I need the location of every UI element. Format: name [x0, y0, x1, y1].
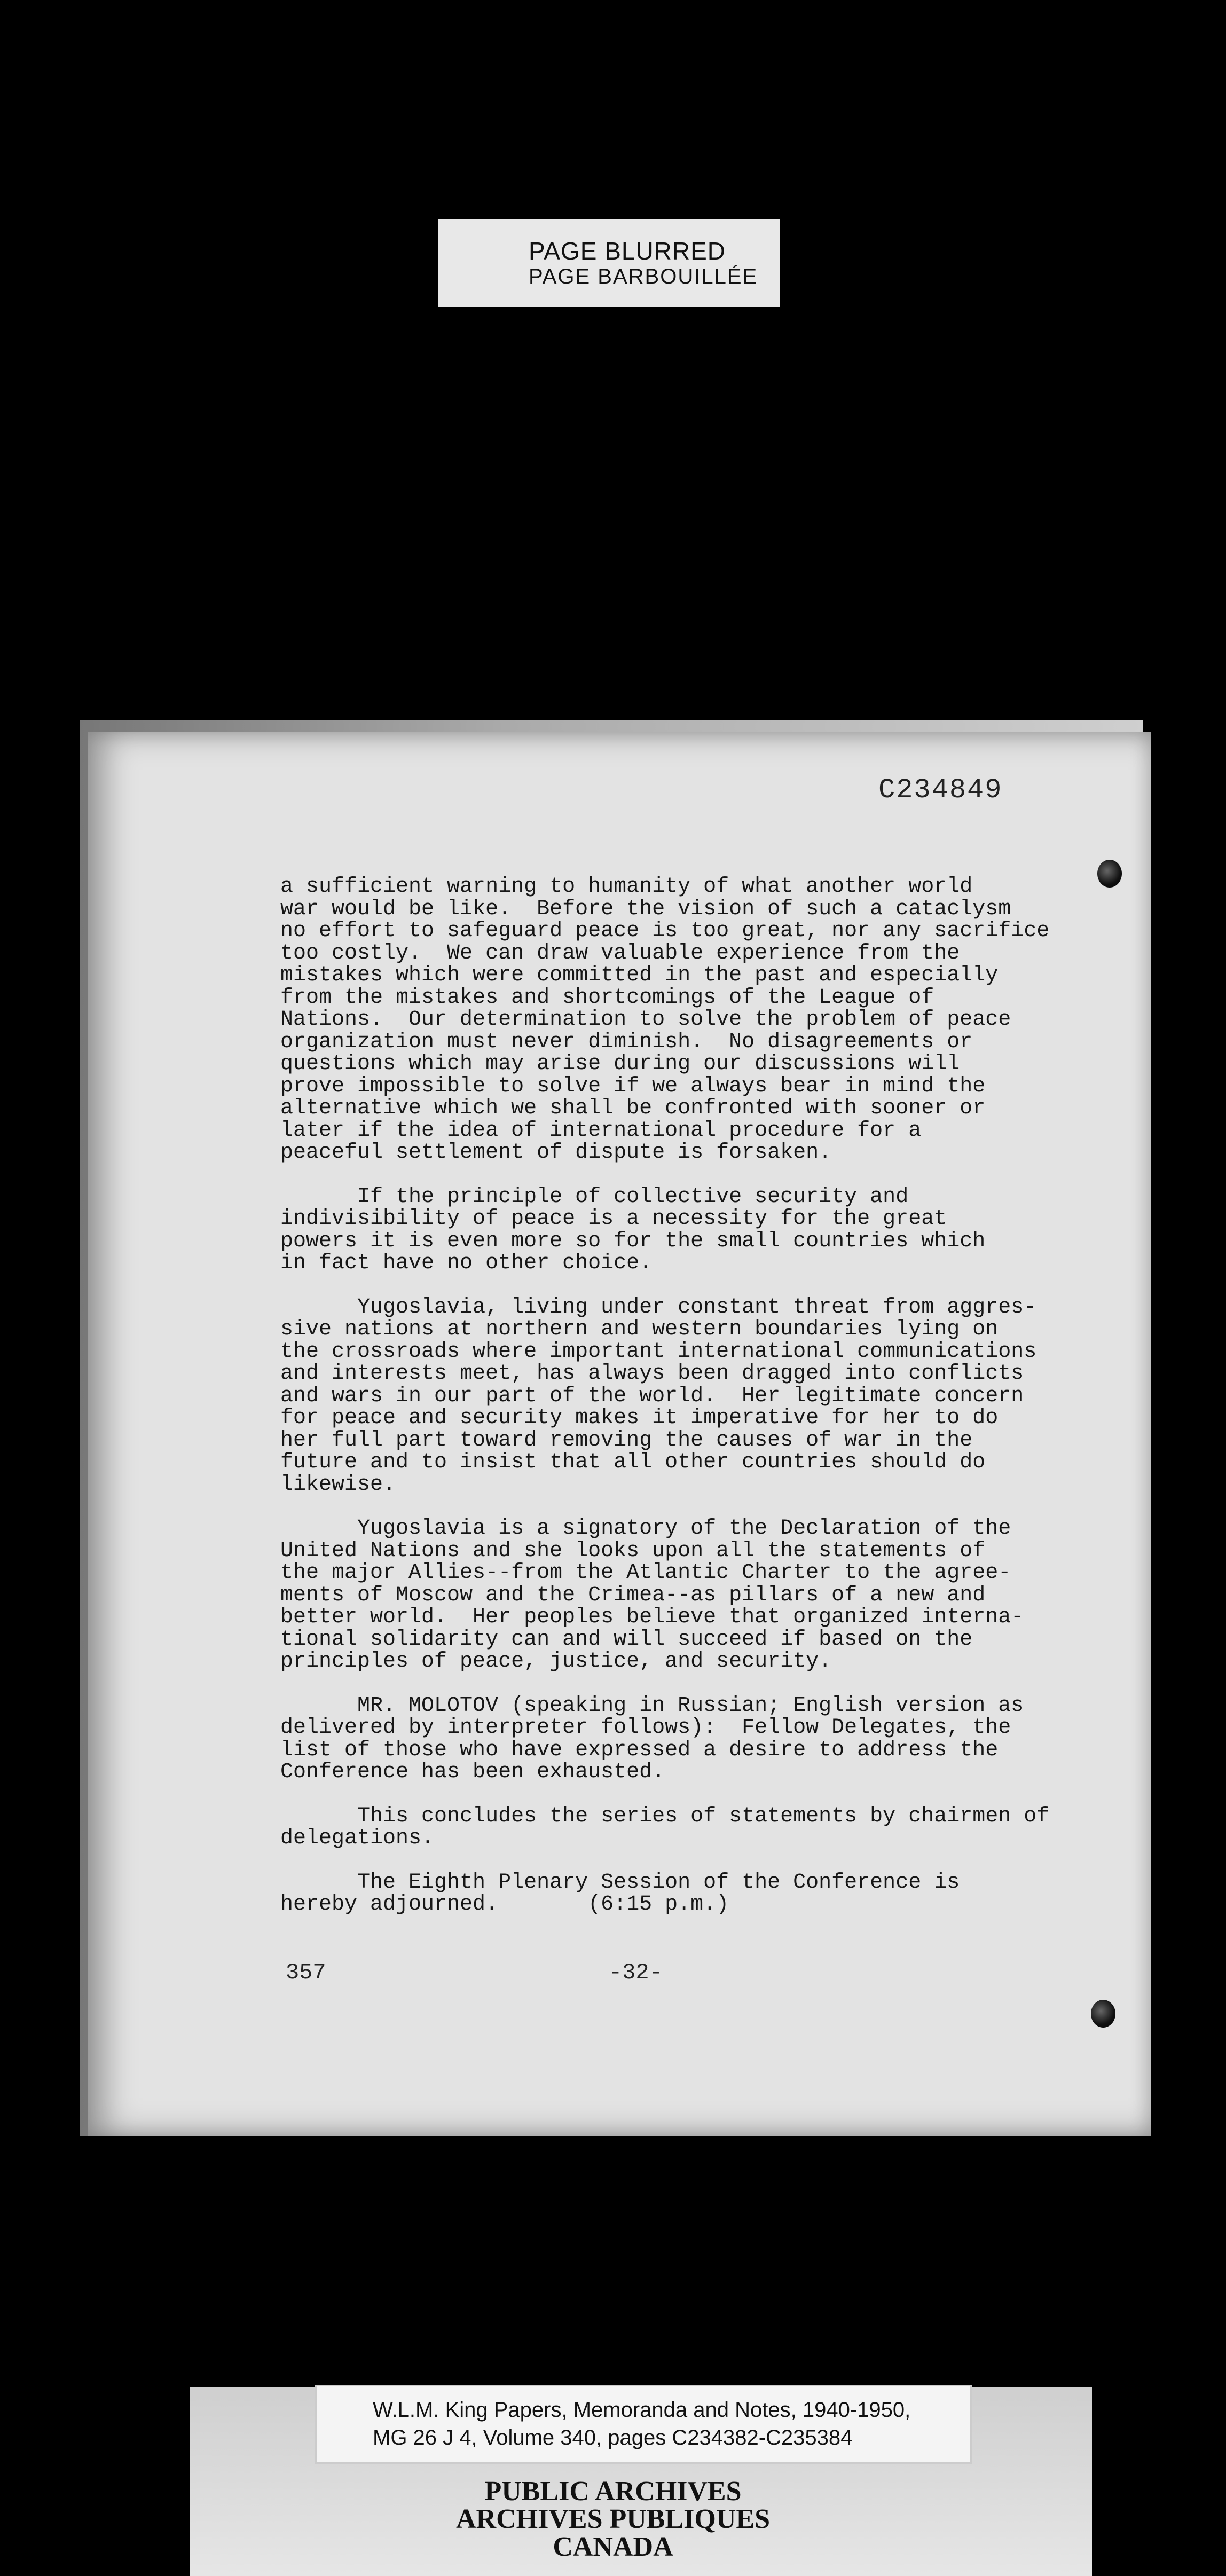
binder-hole-icon: [1091, 2000, 1115, 2028]
document-number: C234849: [878, 774, 1003, 806]
document-page: [88, 732, 1151, 2136]
collection-reference: [315, 2385, 972, 2464]
blur-label-en: PAGE BLURRED: [529, 237, 726, 265]
paragraph: Yugoslavia is a signatory of the Declaration of the United Nations and she looks upon all the statements of the major Allies--from the Atlantic Charter to the agree- ments of Moscow and the Crimea--as pillars of a new and better world. Her peoples believe that organized interna- tional solidarity can and will succeed if based on the principles of peace, justice, and security.: [280, 1517, 1024, 1674]
archives-line-3: CANADA: [553, 2532, 673, 2562]
page-footer-number: 357: [286, 1960, 326, 1985]
paragraph: This concludes the series of statements by chairmen of delegations.: [280, 1804, 1050, 1850]
paragraph: The Eighth Plenary Session of the Conference is hereby adjourned. (6:15 p.m.): [280, 1870, 960, 1917]
reference-line-2: MG 26 J 4, Volume 340, pages C234382-C235384: [373, 2426, 853, 2449]
blur-label-fr: PAGE BARBOUILLÉE: [529, 264, 758, 288]
page-blurred-label: [438, 219, 780, 307]
paragraph: MR. MOLOTOV (speaking in Russian; English version as delivered by interpreter follows): Fellow Delegates, the list of those who have expressed a desire to address the Conference has been exhausted.: [280, 1693, 1024, 1784]
paragraph: If the principle of collective security and indivisibility of peace is a necessity for the great powers it is even more so for the small countries which in fact have no other choice.: [280, 1184, 986, 1275]
document-body: [280, 876, 1113, 1938]
reference-line-1: W.L.M. King Papers, Memoranda and Notes, 1940-1950,: [373, 2398, 911, 2422]
archives-line-1: PUBLIC ARCHIVES: [484, 2476, 742, 2507]
page-number: -32-: [609, 1960, 663, 1985]
paragraph: a sufficient warning to humanity of what another world war would be like. Before the vision of such a cataclysm no effort to safeguard peace is too great, nor any sacrifice too costly. We can draw valuable experience from the mistakes which were committed in the past and especially from the mistakes and shortcomings of the League of Nations. Our determination to solve the problem of peace organization must never diminish. No disagreements or questions which may arise during our discussions will prove impossible to solve if we always bear in mind the alternative which we shall be confronted with sooner or later if the idea of international procedure for a peaceful settlement of dispute is forsaken.: [280, 875, 1050, 1165]
archives-stamp: [0, 2478, 1226, 2561]
archives-line-2: ARCHIVES PUBLIQUES: [455, 2504, 771, 2534]
paragraph: Yugoslavia, living under constant threat from aggres- sive nations at northern and western boundaries lying on the crossroads where important international communications and interests meet, has always been dragged into conflicts and wars in our part of the world. Her legitimate concern for peace and security makes it imperative for her to do her full part toward removing the causes of war in the future and to insist that all other countries should do likewise.: [280, 1295, 1037, 1497]
